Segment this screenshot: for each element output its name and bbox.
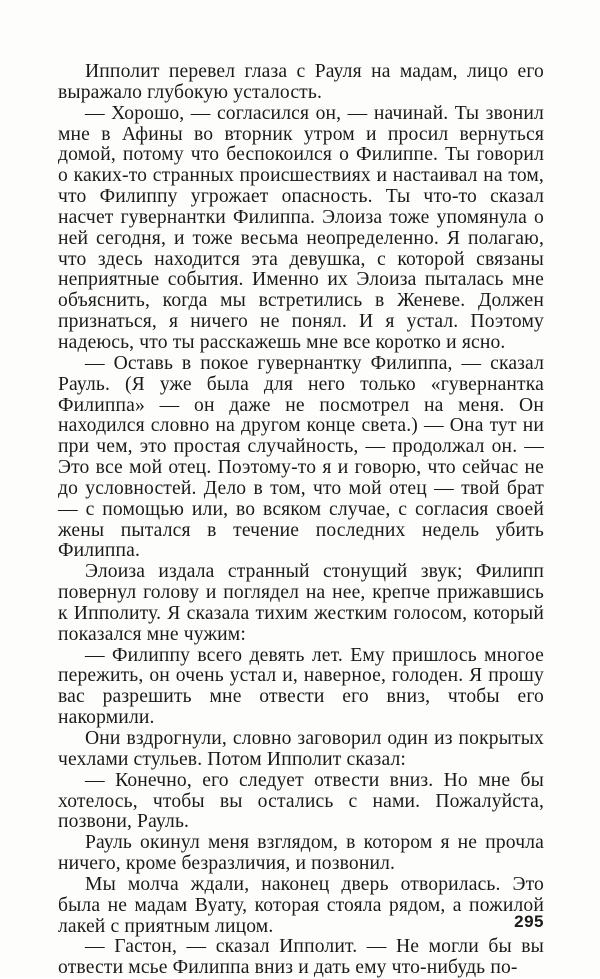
paragraph: Они вздрогнули, словно заговорил один из покрытых чехлами стульев. Потом Ипполит сказал:: [58, 728, 544, 770]
page-number: 295: [514, 912, 544, 931]
body-text: [58, 62, 544, 979]
paragraph: Мы молча ждали, наконец дверь отворилась. Это была не мадам Вуату, которая стояла рядом, а пожилой лакей с приятным лицом.: [58, 873, 544, 937]
paragraph: — Хорошо, — согласился он, — начинай. Ты звонил мне в Афины во вторник утром и просил вернуться домой, потому что беспокоился о Филиппе. Ты говорил о каких-то странных происшествиях и настаивал на том, что Филиппу угрожает опасность. Ты что-то сказал насчет гувернантки Филиппа. Элоиза тоже упомянула о ней сегодня, и тоже весьма неопределенно. Я полагаю, что здесь находится эта девушка, с которой связаны неприятные события. Именно их Элоиза пыталась мне объяснить, когда мы встретились в Женеве. Должен признаться, я ничего не понял. И я устал. Поэтому надеюсь, что ты расскажешь мне все коротко и ясно.: [58, 102, 544, 353]
paragraph: — Конечно, его следует отвести вниз. Но мне бы хотелось, чтобы вы остались с нами. Пожалуйста, позвони, Рауль.: [58, 769, 544, 833]
paragraph: — Гастон, — сказал Ипполит. — Не могли бы вы отвести мсье Филиппа вниз и дать ему что-нибудь по-: [58, 936, 544, 979]
paragraph: Элоиза издала странный стонущий звук; Филипп повернул голову и поглядел на нее, крепче прижавшись к Ипполиту. Я сказала тихим жестким голосом, который показался мне чужим:: [58, 561, 544, 645]
paragraph: Ипполит перевел глаза с Рауля на мадам, лицо его выражало глубокую усталость.: [58, 61, 544, 103]
paragraph: — Оставь в покое гувернантку Филиппа, — сказал Рауль. (Я уже была для него только «гувернантка Филиппа» — он даже не посмотрел на меня. Он находился словно на другом конце света.) — Она тут ни при чем, это простая случайность, — продолжал он. — Это все мой отец. Поэтому-то я и говорю, что сейчас не до условностей. Дело в том, что мой отец — твой брат — с помощью или, во всяком случае, с согласия своей жены пытался в течение последних недель убить Филиппа.: [58, 352, 544, 562]
paragraph: Рауль окинул меня взглядом, в котором я не прочла ничего, кроме безразличия, и позвонил.: [58, 832, 544, 875]
paragraph: — Филиппу всего девять лет. Ему пришлось многое пережить, он очень устал и, наверное, голоден. Я прошу вас разрешить мне отвести его вниз, чтобы его накормили.: [58, 644, 544, 729]
